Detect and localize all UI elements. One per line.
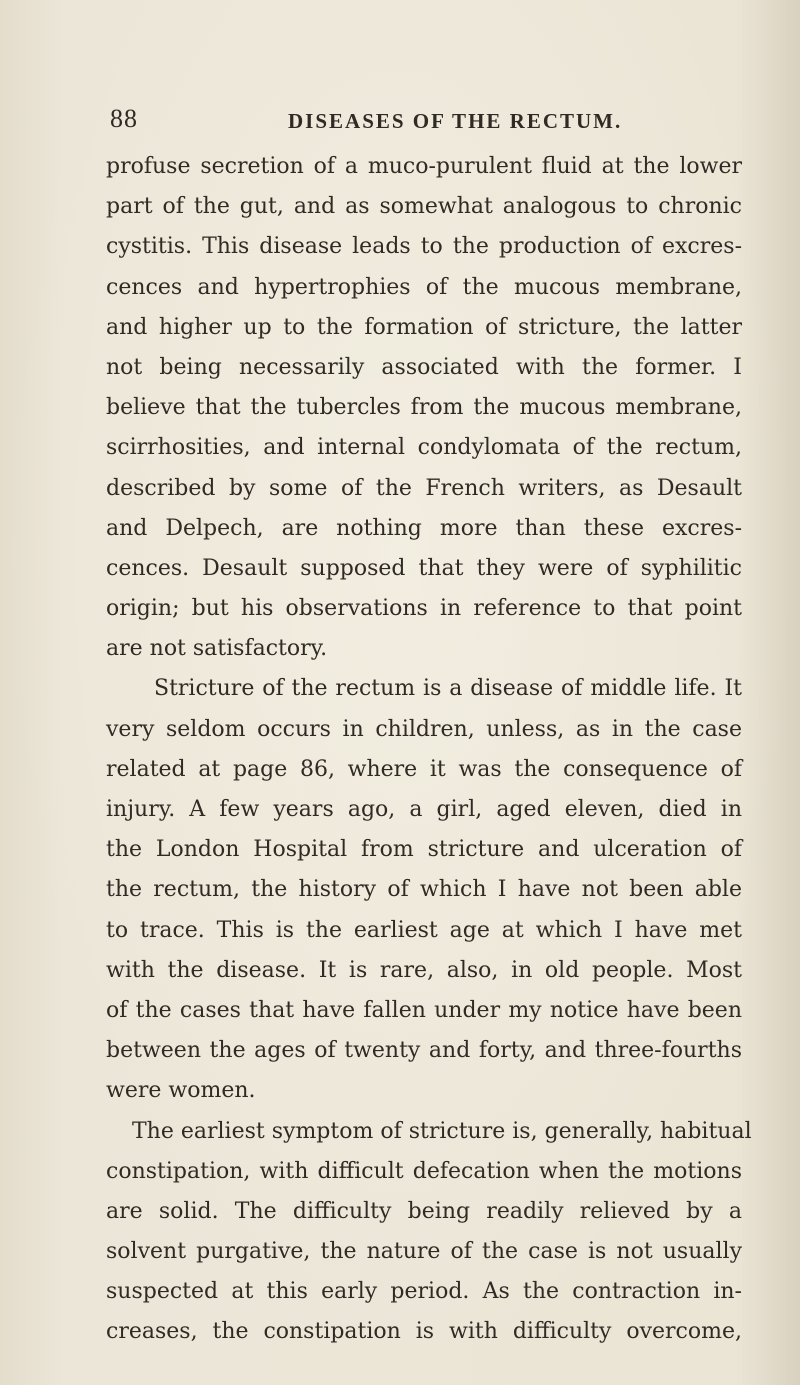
text-line: cystitis. This disease leads to the production of excres- [106, 234, 742, 260]
text-line: described by some of the French writers, as Desault [106, 475, 742, 501]
text-line: Stricture of the rectum is a disease of middle life. It [154, 676, 742, 702]
text-line: between the ages of twenty and forty, and three-fourths [106, 1038, 742, 1064]
text-line: suspected at this early period. As the contraction in- [106, 1279, 742, 1305]
text-line: profuse secretion of a muco-purulent fluid at the lower [106, 154, 742, 179]
text-line: part of the gut, and as somewhat analogous to chronic [106, 194, 742, 220]
text-line: cences and hypertrophies of the mucous membrane, [106, 274, 742, 300]
text-line: constipation, with difficult defecation when the motions [106, 1158, 742, 1184]
text-line: were women. [106, 1078, 256, 1104]
text-line: believe that the tubercles from the mucous membrane, [106, 395, 742, 421]
text-line: are not satisfactory. [106, 636, 328, 662]
page-number: 88 [110, 104, 138, 133]
text-line: solvent purgative, the nature of the case is not usually [106, 1239, 742, 1265]
text-line: the London Hospital from stricture and ulceration of [106, 837, 742, 863]
text-line: and higher up to the formation of stricture, the latter [106, 314, 742, 340]
text-line: and Delpech, are nothing more than these excres- [106, 515, 742, 541]
text-line: not being necessarily associated with the former. I [106, 354, 742, 380]
text-line: The earliest symptom of stricture is, generally, habitual [132, 1118, 752, 1144]
text-line: the rectum, the history of which I have not been able [106, 877, 742, 903]
text-line: cences. Desault supposed that they were of syphilitic [106, 555, 742, 581]
text-line: origin; but his observations in reference to that point [106, 596, 742, 622]
text-line: very seldom occurs in children, unless, as in the case [106, 716, 742, 742]
text-line: creases, the constipation is with difficulty overcome, [106, 1319, 742, 1345]
body-text [106, 147, 752, 1353]
text-line: related at page 86, where it was the consequence of [106, 756, 742, 782]
text-line: scirrhosities, and internal condylomata of the rectum, [106, 435, 742, 461]
text-line: to trace. This is the earliest age at which I have met [106, 917, 742, 943]
running-head: DISEASES OF THE RECTUM. [288, 109, 623, 133]
text-line: of the cases that have fallen under my notice have been [106, 997, 742, 1023]
text-line: injury. A few years ago, a girl, aged eleven, died in [106, 797, 742, 822]
text-line: with the disease. It is rare, also, in old people. Most [106, 957, 742, 983]
text-line: are solid. The difficulty being readily relieved by a [106, 1198, 742, 1224]
page-header [0, 103, 800, 143]
